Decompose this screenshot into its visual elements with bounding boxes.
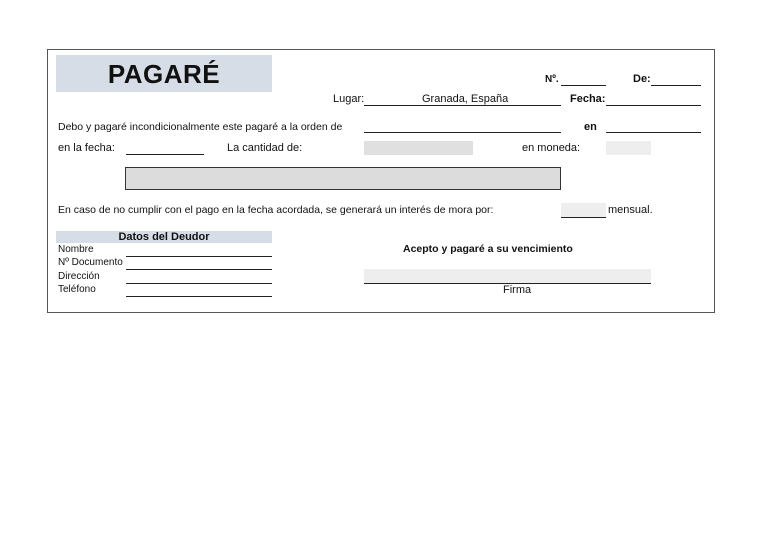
cantidad-letras-field[interactable] xyxy=(125,167,561,190)
cantidad-label: La cantidad de: xyxy=(227,142,303,154)
telefono-label: Teléfono xyxy=(58,284,96,295)
mora-text: En caso de no cumplir con el pago en la fecha acordada, se generará un interés de mora por: xyxy=(58,204,494,216)
en-fecha-label: en la fecha: xyxy=(58,142,115,154)
fecha-field[interactable] xyxy=(606,105,701,106)
de-field[interactable] xyxy=(651,85,701,86)
form-title: PAGARÉ xyxy=(107,59,221,89)
lugar-field[interactable] xyxy=(364,105,561,106)
numero-field[interactable] xyxy=(561,85,606,86)
de-label: De: xyxy=(633,73,651,85)
direccion-label: Dirección xyxy=(58,271,100,282)
firma-label: Firma xyxy=(503,284,532,296)
deudor-heading: Datos del Deudor xyxy=(56,231,272,243)
documento-field[interactable] xyxy=(126,269,272,270)
nombre-field[interactable] xyxy=(126,256,272,257)
cantidad-field[interactable] xyxy=(364,141,473,155)
telefono-field[interactable] xyxy=(126,296,272,297)
fecha-pago-field[interactable] xyxy=(126,154,204,155)
orden-text: Debo y pagaré incondicionalmente este pagaré a la orden de xyxy=(58,121,343,133)
lugar-pago-field[interactable] xyxy=(606,132,701,133)
beneficiario-field[interactable] xyxy=(364,132,561,133)
numero-label: Nº. xyxy=(545,74,559,85)
firma-field[interactable] xyxy=(364,269,651,283)
moneda-field[interactable] xyxy=(606,141,651,155)
lugar-label: Lugar: xyxy=(333,93,365,105)
promissory-note-form xyxy=(47,49,715,313)
interes-mora-field[interactable] xyxy=(561,203,606,217)
mensual-label: mensual. xyxy=(608,204,653,216)
en-label: en xyxy=(584,121,597,133)
documento-label: Nº Documento xyxy=(58,257,123,268)
moneda-label: en moneda: xyxy=(522,142,581,154)
fecha-label: Fecha: xyxy=(570,93,606,105)
nombre-label: Nombre xyxy=(58,244,94,255)
acepto-text: Acepto y pagaré a su vencimiento xyxy=(403,243,573,255)
title-banner xyxy=(56,55,272,92)
interes-mora-underline xyxy=(561,217,606,218)
direccion-field[interactable] xyxy=(126,283,272,284)
lugar-value: Granada, España xyxy=(422,93,509,105)
